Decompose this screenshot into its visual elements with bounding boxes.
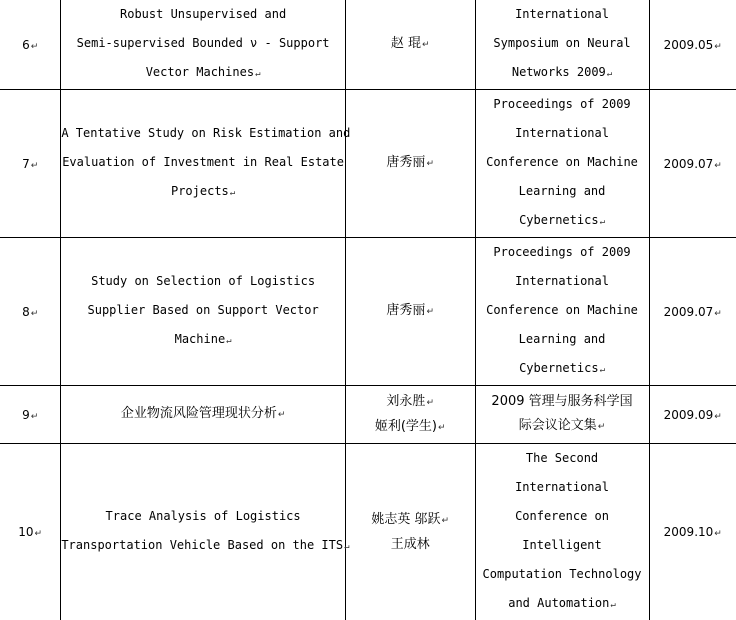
- paragraph-mark-icon: ↵: [35, 529, 43, 539]
- paragraph-mark-icon: ↵: [438, 423, 446, 433]
- table-row: [0, 386, 736, 444]
- venue-line: 2009 管理与服务科学国: [476, 390, 649, 414]
- paragraph-mark-icon: ↵: [426, 307, 434, 317]
- row-number: 8: [22, 305, 30, 319]
- paragraph-mark-icon: ↵: [344, 542, 349, 552]
- venue-line: Cybernetics↵: [476, 354, 649, 385]
- title-line: Vector Machines↵: [61, 58, 345, 89]
- venue-line: Computation Technology: [476, 560, 649, 589]
- row-number: 10: [18, 525, 33, 539]
- venue-cell: [475, 444, 649, 620]
- paragraph-mark-icon: ↵: [714, 412, 722, 422]
- venue-line: Networks 2009↵: [476, 58, 649, 89]
- row-number: 7: [22, 157, 30, 171]
- title-line: Semi-supervised Bounded ν - Support: [61, 29, 345, 58]
- date-cell: [649, 90, 736, 238]
- title-cell: [61, 444, 346, 620]
- paragraph-mark-icon: ↵: [426, 398, 434, 408]
- venue-line: Intelligent: [476, 531, 649, 560]
- author-line: 唐秀丽↵: [346, 299, 475, 324]
- title-cell: [61, 90, 346, 238]
- paragraph-mark-icon: ↵: [31, 161, 39, 171]
- paragraph-mark-icon: ↵: [600, 217, 605, 227]
- paragraph-mark-icon: ↵: [598, 422, 606, 432]
- author-line: 姬利(学生)↵: [346, 415, 475, 440]
- table-row: [0, 444, 736, 620]
- title-line: Study on Selection of Logistics: [61, 267, 345, 296]
- table-row: [0, 238, 736, 386]
- venue-line: Proceedings of 2009: [476, 238, 649, 267]
- venue-line: International: [476, 267, 649, 296]
- row-number-cell: [0, 0, 61, 90]
- date-value: 2009.05: [664, 38, 714, 52]
- table-row: [0, 90, 736, 238]
- venue-line: Cybernetics↵: [476, 206, 649, 237]
- venue-cell: [475, 90, 649, 238]
- title-cell: [61, 386, 346, 444]
- paragraph-mark-icon: ↵: [714, 529, 722, 539]
- row-number: 6: [22, 38, 30, 52]
- date-value: 2009.10: [664, 525, 714, 539]
- venue-line: Proceedings of 2009: [476, 90, 649, 119]
- date-value: 2009.07: [664, 305, 714, 319]
- paragraph-mark-icon: ↵: [31, 412, 39, 422]
- title-line: A Tentative Study on Risk Estimation and: [61, 119, 345, 148]
- paragraph-mark-icon: ↵: [31, 42, 39, 52]
- venue-line: Learning and: [476, 177, 649, 206]
- title-line: Evaluation of Investment in Real Estate: [61, 148, 345, 177]
- date-cell: [649, 238, 736, 386]
- title-line: Projects↵: [61, 177, 345, 208]
- paragraph-mark-icon: ↵: [255, 69, 260, 79]
- paragraph-mark-icon: ↵: [226, 336, 231, 346]
- author-cell: [345, 386, 475, 444]
- author-line: 王成林: [346, 533, 475, 557]
- row-number-cell: [0, 238, 61, 386]
- date-value: 2009.09: [664, 408, 714, 422]
- venue-cell: [475, 0, 649, 90]
- paragraph-mark-icon: ↵: [600, 365, 605, 375]
- author-cell: [345, 444, 475, 620]
- row-number: 9: [22, 408, 30, 422]
- venue-line: Learning and: [476, 325, 649, 354]
- row-number-cell: [0, 386, 61, 444]
- table-row: [0, 0, 736, 90]
- venue-line: and Automation↵: [476, 589, 649, 620]
- paragraph-mark-icon: ↵: [442, 516, 450, 526]
- paragraph-mark-icon: ↵: [31, 309, 39, 319]
- venue-line: The Second: [476, 444, 649, 473]
- date-cell: [649, 444, 736, 620]
- title-line: Robust Unsupervised and: [61, 0, 345, 29]
- title-cell: [61, 238, 346, 386]
- venue-line: International: [476, 0, 649, 29]
- paragraph-mark-icon: ↵: [422, 40, 430, 50]
- venue-cell: [475, 238, 649, 386]
- title-line: Transportation Vehicle Based on the ITS↵: [61, 531, 345, 562]
- venue-cell: [475, 386, 649, 444]
- venue-line: International: [476, 473, 649, 502]
- paragraph-mark-icon: ↵: [230, 188, 235, 198]
- venue-line: Symposium on Neural: [476, 29, 649, 58]
- author-cell: [345, 90, 475, 238]
- paragraph-mark-icon: ↵: [278, 410, 286, 420]
- venue-line: Conference on Machine: [476, 296, 649, 325]
- title-line: Supplier Based on Support Vector: [61, 296, 345, 325]
- author-line: 唐秀丽↵: [346, 151, 475, 176]
- author-cell: [345, 0, 475, 90]
- date-value: 2009.07: [664, 157, 714, 171]
- venue-line: International: [476, 119, 649, 148]
- author-line: 姚志英 邬跃↵: [346, 508, 475, 533]
- paragraph-mark-icon: ↵: [714, 161, 722, 171]
- venue-line: 际会议论文集↵: [476, 414, 649, 439]
- paragraph-mark-icon: ↵: [426, 159, 434, 169]
- author-line: 刘永胜↵: [346, 390, 475, 415]
- paragraph-mark-icon: ↵: [714, 309, 722, 319]
- title-line: Machine↵: [61, 325, 345, 356]
- paragraph-mark-icon: ↵: [607, 69, 612, 79]
- title-line: 企业物流风险管理现状分析↵: [61, 402, 345, 427]
- row-number-cell: [0, 444, 61, 620]
- title-cell: [61, 0, 346, 90]
- author-cell: [345, 238, 475, 386]
- venue-line: Conference on: [476, 502, 649, 531]
- title-line: Trace Analysis of Logistics: [61, 502, 345, 531]
- author-line: 赵 琨↵: [346, 32, 475, 57]
- row-number-cell: [0, 90, 61, 238]
- date-cell: [649, 386, 736, 444]
- paragraph-mark-icon: ↵: [714, 42, 722, 52]
- paragraph-mark-icon: ↵: [610, 600, 615, 610]
- venue-line: Conference on Machine: [476, 148, 649, 177]
- date-cell: [649, 0, 736, 90]
